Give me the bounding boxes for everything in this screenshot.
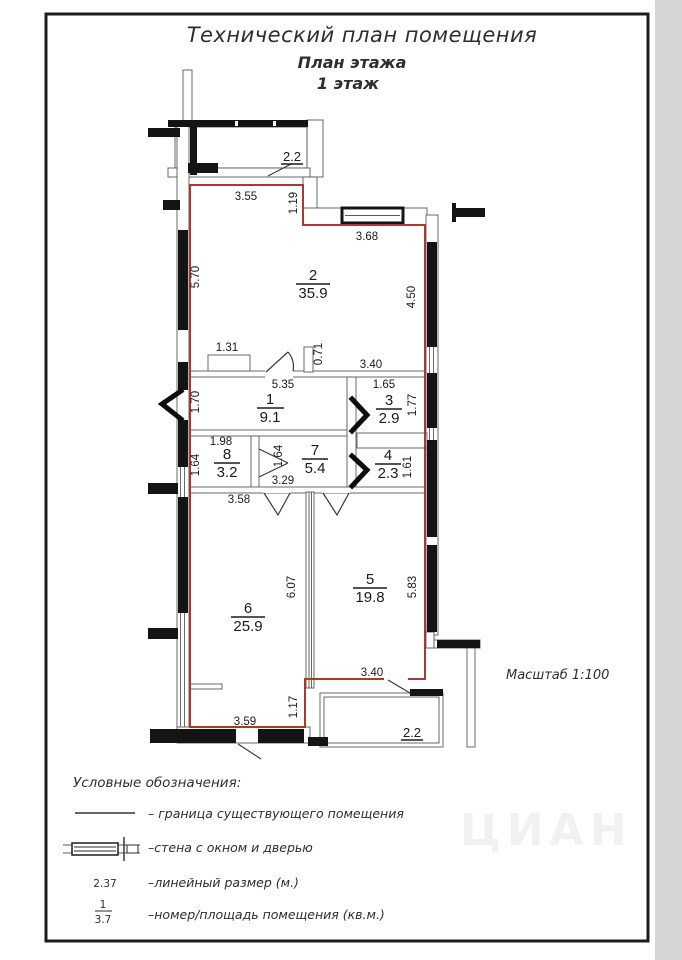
dim-355: 3.55 [234, 191, 258, 203]
room-8-number: 8 [222, 446, 232, 463]
legend-heading: Условные обозначения: [73, 775, 242, 791]
room-5-area: 19.8 [355, 589, 385, 606]
page-title: Технический план помещения [186, 23, 538, 47]
room-1-area: 9.1 [259, 409, 281, 426]
room-2-area: 35.9 [298, 285, 328, 302]
dim-164b: 1.64 [273, 444, 285, 468]
room-1-number: 1 [265, 391, 275, 408]
watermark-text: ЦИАН [460, 805, 633, 856]
dim-359: 3.59 [233, 716, 257, 728]
room-6-area: 25.9 [233, 618, 263, 635]
room-7-number: 7 [310, 442, 320, 459]
legend-room-symbol-den: 3.7 [94, 914, 112, 926]
dim-119: 1.19 [288, 191, 300, 215]
balcony-label-bottom [401, 725, 423, 740]
watermark [460, 805, 633, 856]
dim-117: 1.17 [288, 695, 300, 719]
legend-dim-symbol: 2.37 [93, 878, 117, 890]
room-5-number: 5 [365, 571, 375, 588]
dim-340b: 3.40 [360, 667, 384, 679]
room-4-area: 2.3 [377, 465, 399, 482]
legend-room-label: –номер/площадь помещения (кв.м.) [148, 907, 385, 922]
dim-165: 1.65 [372, 379, 396, 391]
balcony-top-area: 2.2 [282, 149, 302, 164]
room-7-area: 5.4 [304, 460, 326, 477]
balcony-label-top [281, 149, 303, 164]
room-4-number: 4 [383, 447, 393, 464]
dim-161: 1.61 [402, 455, 414, 479]
room-8-area: 3.2 [216, 464, 238, 481]
dim-177: 1.77 [407, 393, 419, 417]
dim-164a: 1.64 [190, 453, 202, 477]
dim-131: 1.31 [215, 342, 239, 354]
dim-368: 3.68 [355, 231, 379, 243]
dim-170: 1.70 [190, 390, 202, 414]
scan-edge-strip [655, 0, 682, 960]
room-2-number: 2 [308, 267, 318, 284]
dim-583: 5.83 [407, 575, 419, 599]
dim-329: 3.29 [271, 475, 295, 487]
legend-dim-label: –линейный размер (м.) [148, 875, 299, 890]
floor-label: 1 этаж [316, 74, 380, 93]
page-subtitle: План этажа [297, 53, 407, 72]
dim-607: 6.07 [286, 575, 298, 599]
dim-071: 0.71 [313, 342, 325, 366]
dim-570: 5.70 [190, 265, 202, 289]
dim-535: 5.35 [271, 379, 295, 391]
dim-358: 3.58 [227, 494, 251, 506]
room-3-area: 2.9 [378, 410, 400, 427]
balcony-bottom-area: 2.2 [402, 725, 422, 740]
room-6-number: 6 [243, 600, 253, 617]
legend-room-symbol-num: 1 [99, 899, 107, 911]
dim-450: 4.50 [406, 285, 418, 309]
legend-wall-label: –стена с окном и дверью [148, 840, 313, 855]
dim-198: 1.98 [209, 436, 233, 448]
dim-340a: 3.40 [359, 359, 383, 371]
scale-label: Масштаб 1:100 [506, 668, 610, 683]
room-3-number: 3 [384, 392, 394, 409]
legend-boundary-label: – граница существующего помещения [148, 806, 404, 821]
